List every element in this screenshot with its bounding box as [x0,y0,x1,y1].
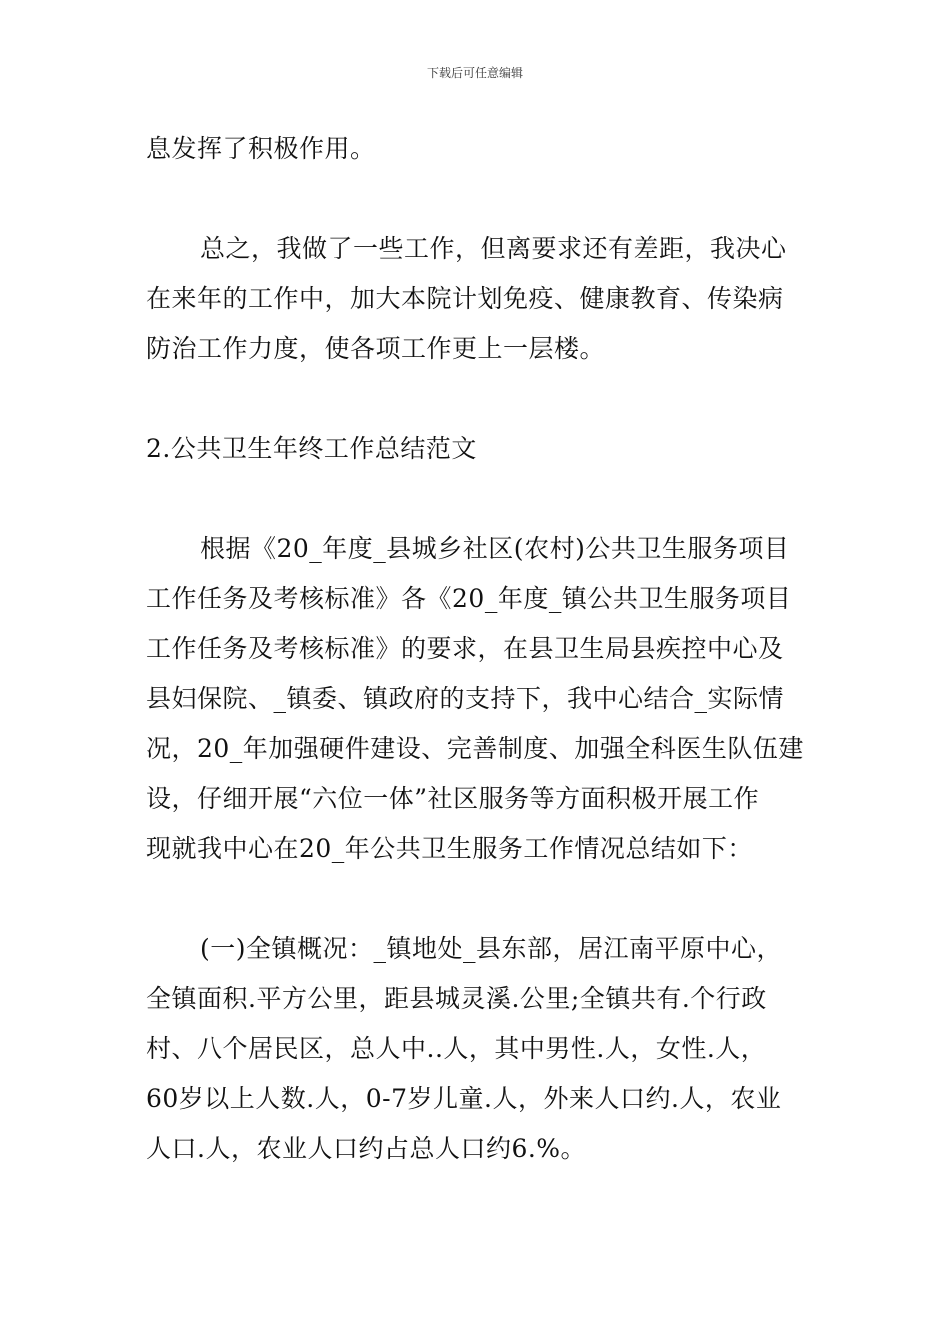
text-line: 工作任务及考核标准》各《20_年度_镇公共卫生服务项目 [146,584,792,613]
text-line: 总之，我做了一些工作，但离要求还有差距，我决心 [200,234,787,263]
text-line: 现就我中心在20_年公共卫生服务工作情况总结如下： [146,834,753,863]
heading-line: 2.公共卫生年终工作总结范文 [146,434,477,463]
text-line: 工作任务及考核标准》的要求，在县卫生局县疾控中心及 [146,634,784,663]
text-line: 人口.人，农业人口约占总人口约6.%。 [146,1134,587,1163]
text-line: (一)全镇概况：_镇地处_县东部，居江南平原中心， [200,934,783,963]
text-line: 防治工作力度，使各项工作更上一层楼。 [146,334,606,363]
text-line: 村、八个居民区，总人中..人，其中男性.人，女性.人， [146,1034,767,1063]
text-line: 县妇保院、_镇委、镇政府的支持下，我中心结合_实际情 [146,684,785,713]
text-line: 况，20_年加强硬件建设、完善制度、加强全科医生队伍建 [146,734,804,763]
text-line: 息发挥了积极作用。 [146,134,376,163]
text-line: 根据《20_年度_县城乡社区(农村)公共卫生服务项目 [200,534,790,563]
text-line: 60岁以上人数.人，0-7岁儿童.人，外来人口约.人，农业 [146,1084,782,1113]
page-header: 下载后可任意编辑 [426,66,523,80]
text-line: 设，仔细开展“六位一体”社区服务等方面积极开展工作 [146,784,760,813]
text-line: 全镇面积.平方公里，距县城灵溪.公里;全镇共有.个行政 [146,984,767,1013]
text-line: 在来年的工作中，加大本院计划免疫、健康教育、传染病 [146,284,784,313]
